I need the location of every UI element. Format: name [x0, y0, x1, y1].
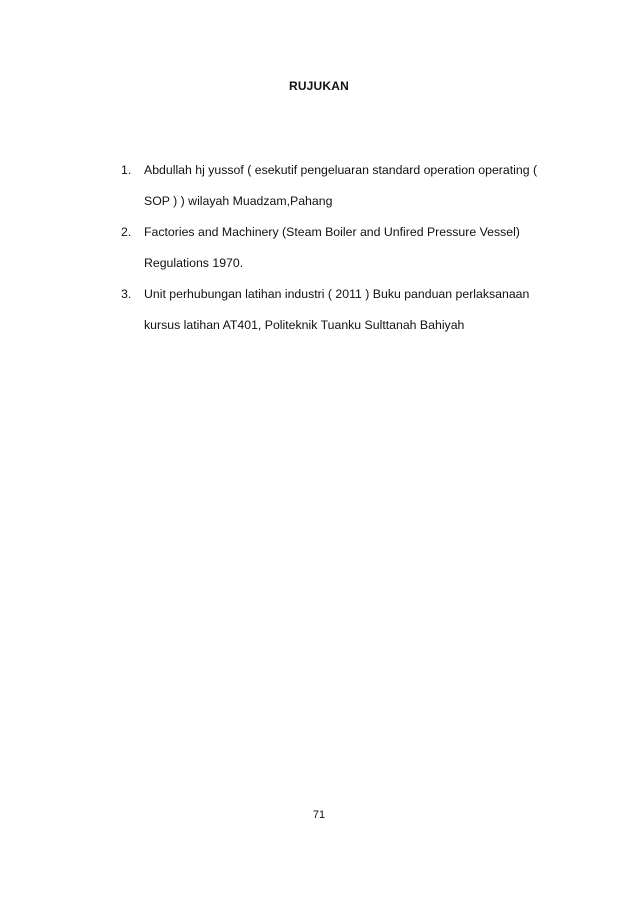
reference-number: 3.: [121, 287, 132, 301]
reference-text-line: Regulations 1970.: [144, 256, 244, 270]
reference-text-line: Abdullah hj yussof ( esekutif pengeluaran standard operation operating (: [144, 163, 538, 177]
reference-number: 2.: [121, 225, 132, 239]
reference-list: [121, 155, 571, 341]
reference-text-line: Factories and Machinery (Steam Boiler and Unfired Pressure Vessel): [144, 225, 520, 239]
reference-text-line: kursus latihan AT401, Politeknik Tuanku Sulttanah Bahiyah: [144, 318, 465, 332]
reference-item-1: [121, 155, 571, 217]
reference-number: 1.: [121, 163, 132, 177]
reference-text-line: SOP ) ) wilayah Muadzam,Pahang: [144, 194, 333, 208]
reference-text-line: Unit perhubungan latihan industri ( 2011 ) Buku panduan perlaksanaan: [144, 287, 530, 301]
page-title: RUJUKAN: [288, 79, 350, 93]
reference-item-3: [121, 279, 571, 341]
reference-item-2: [121, 217, 571, 279]
page-number: 71: [312, 809, 326, 821]
